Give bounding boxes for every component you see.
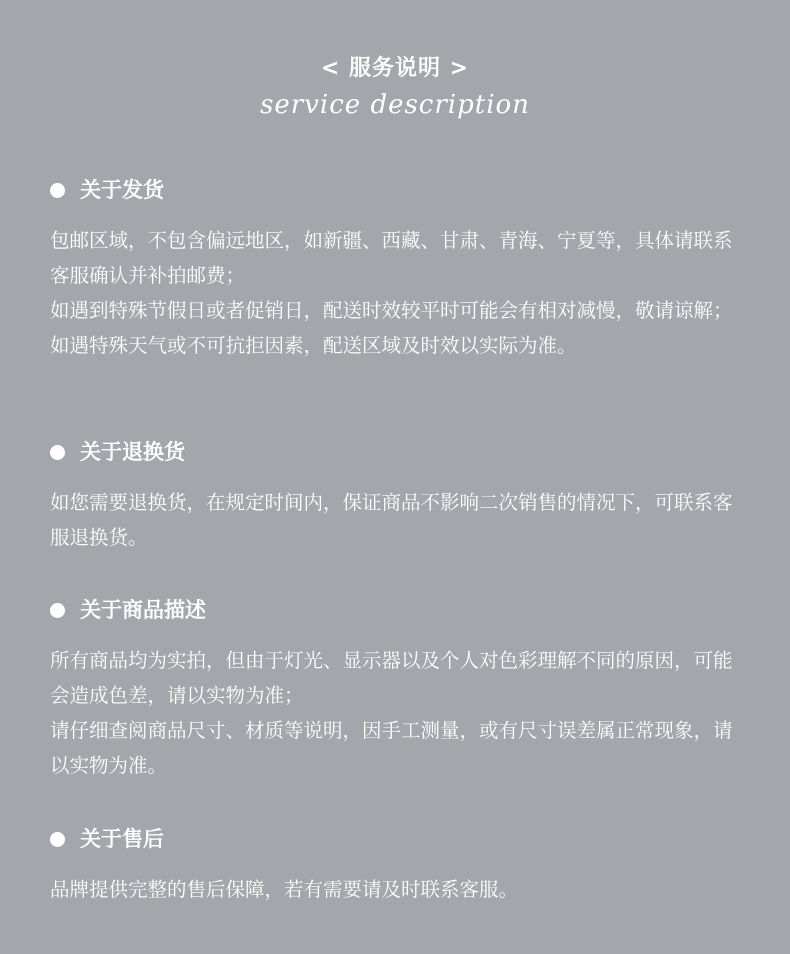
section-product-description — [50, 595, 745, 783]
section-after-sales — [50, 824, 745, 907]
section-title: 关于售后 — [80, 827, 164, 851]
section-paragraph: 请仔细查阅商品尺寸、材质等说明，因手工测量，或有尺寸误差属正常现象，请以实物为准。 — [50, 719, 733, 777]
section-body — [50, 223, 745, 363]
section-heading — [50, 437, 745, 467]
section-title: 关于发货 — [80, 178, 164, 202]
section-body — [50, 872, 745, 907]
page-header — [0, 52, 790, 120]
section-title: 关于商品描述 — [80, 598, 206, 622]
bullet-dot-icon — [50, 832, 65, 847]
section-shipping — [50, 175, 745, 363]
section-paragraph: 如遇到特殊节假日或者促销日，配送时效较平时可能会有相对减慢，敬请谅解； — [50, 299, 733, 322]
bullet-dot-icon — [50, 603, 65, 618]
section-paragraph: 品牌提供完整的售后保障，若有需要请及时联系客服。 — [50, 878, 519, 901]
section-body — [50, 643, 745, 783]
bullet-dot-icon — [50, 183, 65, 198]
section-paragraph: 所有商品均为实拍，但由于灯光、显示器以及个人对色彩理解不同的原因，可能会造成色差，请以实物为准； — [50, 649, 733, 707]
section-paragraph: 包邮区域，不包含偏远地区，如新疆、西藏、甘肃、青海、宁夏等，具体请联系客服确认并补拍邮费； — [50, 229, 733, 287]
section-body — [50, 485, 745, 555]
section-paragraph: 如遇特殊天气或不可抗拒因素，配送区域及时效以实际为准。 — [50, 334, 577, 357]
section-heading — [50, 175, 745, 205]
section-returns — [50, 437, 745, 555]
section-heading — [50, 595, 745, 625]
section-paragraph: 如您需要退换货，在规定时间内，保证商品不影响二次销售的情况下，可联系客服退换货。 — [50, 491, 733, 549]
section-title: 关于退换货 — [80, 440, 185, 464]
page-title: < 服务说明 > — [320, 56, 470, 81]
page-subtitle: service description — [260, 90, 530, 120]
bullet-dot-icon — [50, 445, 65, 460]
section-heading — [50, 824, 745, 854]
